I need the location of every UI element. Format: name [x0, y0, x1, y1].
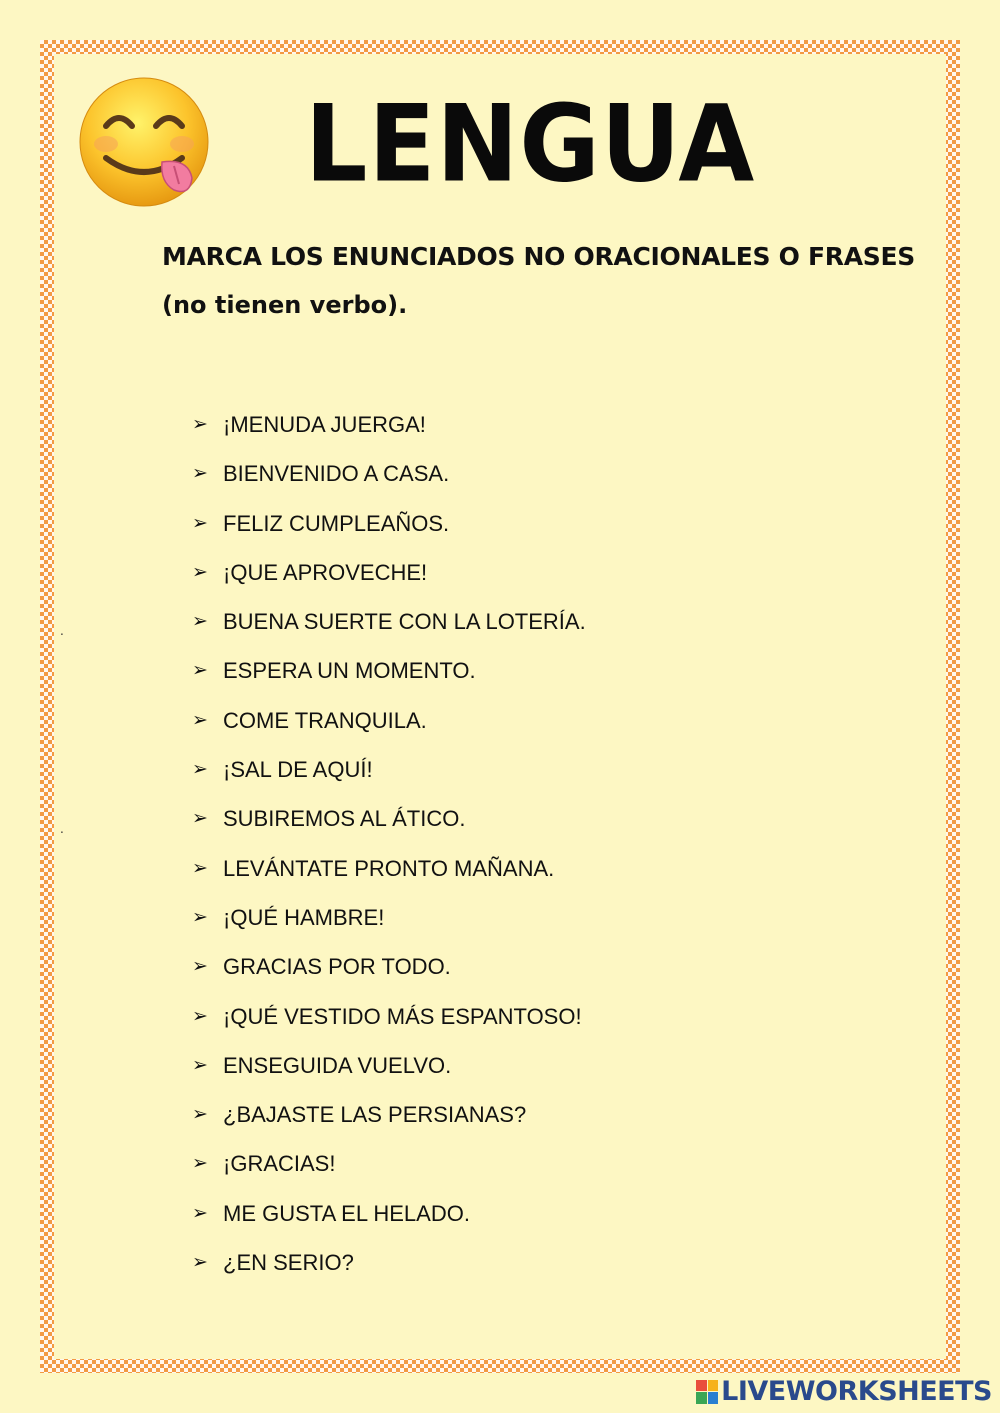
list-item[interactable]: [192, 950, 586, 999]
arrow-bullet-icon: ➢: [192, 1104, 208, 1126]
arrow-bullet-icon: ➢: [192, 759, 208, 781]
list-item[interactable]: [192, 1000, 586, 1049]
arrow-bullet-icon: ➢: [192, 808, 208, 830]
list-item[interactable]: [192, 802, 586, 851]
arrow-bullet-icon: ➢: [192, 1054, 208, 1076]
arrow-bullet-icon: ➢: [192, 463, 208, 485]
arrow-bullet-icon: ➢: [192, 1153, 208, 1175]
list-item[interactable]: [192, 1197, 586, 1246]
arrow-bullet-icon: ➢: [192, 906, 208, 928]
list-item[interactable]: [192, 408, 586, 457]
list-item[interactable]: [192, 1246, 586, 1295]
list-item[interactable]: [192, 704, 586, 753]
list-item-text: ¿EN SERIO?: [223, 1250, 354, 1276]
list-item[interactable]: [192, 605, 586, 654]
list-item[interactable]: [192, 507, 586, 556]
list-item-text: ¡SAL DE AQUÍ!: [223, 757, 373, 783]
arrow-bullet-icon: ➢: [192, 660, 208, 682]
stray-mark: .: [60, 624, 64, 638]
sentence-list: [192, 408, 586, 1295]
liveworksheets-watermark: [696, 1376, 992, 1407]
list-item[interactable]: [192, 901, 586, 950]
list-item-text: ENSEGUIDA VUELVO.: [223, 1052, 452, 1078]
arrow-bullet-icon: ➢: [192, 1202, 208, 1224]
list-item-text: ME GUSTA EL HELADO.: [223, 1200, 470, 1226]
liveworksheets-logo-icon: [696, 1380, 718, 1404]
footer-brand-text: LIVEWORKSHEETS: [721, 1376, 992, 1407]
list-item-text: ESPERA UN MOMENTO.: [223, 658, 476, 684]
list-item-text: SUBIREMOS AL ÁTICO.: [223, 806, 466, 832]
list-item-text: COME TRANQUILA.: [223, 707, 427, 733]
arrow-bullet-icon: ➢: [192, 561, 208, 583]
list-item-text: GRACIAS POR TODO.: [223, 954, 451, 980]
list-item[interactable]: [192, 1049, 586, 1098]
list-item[interactable]: [192, 654, 586, 703]
list-item-text: ¡QUÉ HAMBRE!: [223, 904, 385, 930]
list-item-text: FELIZ CUMPLEAÑOS.: [223, 510, 450, 536]
list-item-text: LEVÁNTATE PRONTO MAÑANA.: [223, 855, 555, 881]
arrow-bullet-icon: ➢: [192, 414, 208, 435]
list-item-text: ¡QUE APROVECHE!: [223, 559, 428, 585]
arrow-bullet-icon: ➢: [192, 611, 208, 633]
list-item[interactable]: [192, 1098, 586, 1147]
arrow-bullet-icon: ➢: [192, 956, 208, 978]
list-item-text: ¡QUÉ VESTIDO MÁS ESPANTOSO!: [223, 1003, 582, 1029]
list-item-text: BUENA SUERTE CON LA LOTERÍA.: [223, 609, 586, 635]
list-item[interactable]: [192, 457, 586, 506]
list-item-text: BIENVENIDO A CASA.: [223, 461, 450, 487]
instruction-line-2: (no tienen verbo).: [162, 291, 408, 319]
list-item[interactable]: [192, 1147, 586, 1196]
list-item[interactable]: [192, 556, 586, 605]
list-item-text: ¿BAJASTE LAS PERSIANAS?: [223, 1102, 527, 1128]
stray-mark: .: [60, 822, 64, 836]
list-item-text: ¡GRACIAS!: [223, 1151, 336, 1177]
instruction-line-1: MARCA LOS ENUNCIADOS NO ORACIONALES O FRASES: [162, 242, 915, 271]
arrow-bullet-icon: ➢: [192, 857, 208, 879]
page-title: LENGUA: [305, 83, 756, 207]
arrow-bullet-icon: ➢: [192, 1252, 208, 1274]
arrow-bullet-icon: ➢: [192, 709, 208, 731]
list-item[interactable]: [192, 753, 586, 802]
list-item-text: ¡MENUDA JUERGA!: [223, 412, 426, 437]
arrow-bullet-icon: ➢: [192, 1005, 208, 1027]
list-item[interactable]: [192, 852, 586, 901]
smiley-tongue-emoji-icon: [76, 74, 212, 210]
arrow-bullet-icon: ➢: [192, 512, 208, 534]
